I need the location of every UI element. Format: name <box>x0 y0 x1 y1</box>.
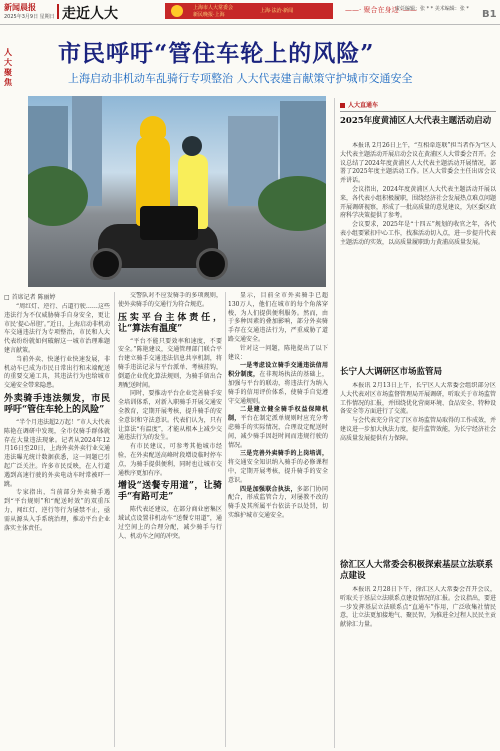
tagline: ——· 聚合在身边 ·—— <box>345 6 417 14</box>
square-icon <box>340 103 345 108</box>
headline: 市民呼吁“管住车轮上的风险” <box>58 40 375 67</box>
article-column-3 <box>228 292 328 749</box>
paragraph: 本报讯 2月28日下午，徐汇区人大常委会召开会议，听取关于基层立法联系点建设情况的汇报。会议指出，要进一步发挥基层立法联系点“直通车”作用，广泛收集社情民意，让立法更加接地气、聚民智，为推进全过程人民民主贡献徐汇力量。 <box>340 586 496 629</box>
bold-lead: 四是加强联合执法， <box>240 485 297 493</box>
side-section-label: 人大聚焦 <box>4 48 12 87</box>
editor-credit: 责任编辑：张 * * 美术编辑：张 * <box>395 6 469 12</box>
banner-line-1: 上海市人大常委会 <box>193 5 234 11</box>
subheading: 增设“送餐专用道”，让骑手“有路可走” <box>118 481 222 503</box>
bold-lead: 二是建立健全骑手权益保障机制， <box>228 406 328 423</box>
emblem-icon <box>171 5 183 17</box>
paper-name: 新闻晨报 <box>4 3 36 12</box>
right-section-label: 人大直通车 <box>348 102 379 109</box>
paragraph: “周红灯、逆行、占道行驶……这些违法行为不仅威胁骑手自身安全，更让市民‘提心吊胆’。”近日，上海启动非机动车交通违法行为专项整治，市民和人大代表纷纷就如何破解这一城市治理难题建言献策。 <box>4 303 110 354</box>
news-title-3: 徐汇区人大常委会积极探索基层立法联系点建设 <box>340 560 494 581</box>
paragraph: 在非现场执法的基础上，加强与平台的联动，将违法行为纳入骑手的信用评价体系，使骑手自觉遵守交通规则。 <box>228 371 328 405</box>
column-divider <box>225 292 226 747</box>
paragraph: 将交通安全知识纳入骑手的必修课程中，定期开展考核，提升骑手的安全意识。 <box>228 459 328 484</box>
paragraph: 当前外卖、快递行业快速发展，非机动车已成为市民日常出行和末端配送的重要交通工具，其违法行为也给城市交通安全带来隐患。 <box>4 355 110 390</box>
paragraph: 与会代表充分肯定了区市场监管局取得的工作成效，并建议进一步加大执法力度，提升监管效能，为长宁经济社会高质量发展提供有力保障。 <box>340 417 496 442</box>
right-section-header <box>340 100 496 112</box>
masthead <box>0 0 500 25</box>
column-divider <box>114 292 115 747</box>
paragraph: 本报讯 2月26日上午，“互相牵连联”担当者作为“区人大代表主题活动开展启动会议在黄浦区人大常委会召开。会议总结了2024年度黄浦区人大代表主题活动开展情况，部署了2025年度主题活动工作。区人大常委会主任出席会议并讲话。 <box>340 142 496 185</box>
paragraph: 陈代表还建议，在部分商业密集区域试点设置非机动车“送餐专用道”，通过空间上的合理分配，减少骑手与行人、机动车之间的冲突。 <box>118 506 222 540</box>
paragraph: “平台不能只要效率和速度，不要安全。”陈艳建议，交通管理部门联合平台建立骑手交通违法信息共享机制，将骑手违法记录与平台派单、考核挂钩，倒逼企业优化算法规则，为骑手留出合理配送时间。 <box>118 337 222 389</box>
article-column-1 <box>4 303 110 749</box>
paragraph: 有市民建议，可参考其他城市经验，在外卖配送高峰时段增设临时停车点，为骑手提供便利，同时也让城市交通秩序更加有序。 <box>118 443 222 477</box>
paragraph: 平台在制定派单规则时应充分考虑骑手的实际情况，合理设定配送时间，减少骑手因赶时间而违规行驶的情况。 <box>228 415 328 449</box>
page-number: B1 <box>482 9 497 20</box>
paragraph: 显示，目前全市外卖骑手已超130万人，他们在城市的每个角落穿梭，为人们提供便利服务。然而，由于多种因素的叠加影响，部分外卖骑手存在交通违法行为，严重威胁了道路交通安全。 <box>228 292 328 343</box>
subheading: 外卖骑手违法频发，市民呼吁“管住车轮上的风险” <box>4 393 110 415</box>
column-divider <box>334 98 335 748</box>
paragraph: 本报讯 2月13日上午，长宁区人大常委会组织部分区人大代表对区市场监督管理局开展调研，听取关于市场监管工作情况的汇报，并围绕优化营商环境、食品安全、特种设备安全等方面进行了交流。 <box>340 382 496 416</box>
paragraph: 同时，要推动平台企业完善骑手安全培训体系，对新入职骑手开展交通安全教育，定期开展考核，提升骑手的安全意识和守法意识。代表们认为，只有让算法“有温度”，才能从根本上减少交通违法行为的发生。 <box>118 390 222 442</box>
paragraph: “半个月违法超2万起！”市人大代表陈艳在调研中发现，全市仅骑手群体就存在大量违法现象。记者从2024年12月16日至20日，上海外卖外卖行业交通违法曝光统计数据获悉，这一问题已引起广泛关注。许多市民反映，在人行道遇到高速行驶的外卖电动车时常被吓一跳。 <box>4 418 110 488</box>
bold-lead: 三是完善外卖骑手的上岗培训， <box>240 450 328 458</box>
paragraph: 多部门协同配合，形成监管合力，对屡教不改的骑手及其所属平台依法予以处罚，切实维护城市交通安全。 <box>228 485 328 519</box>
news-body-1 <box>340 142 496 362</box>
news-body-3 <box>340 586 496 746</box>
paragraph: 专家指出，当前部分外卖骑手遇到“平台规则”和“配送时效”的双重压力，闯红灯、逆行等行为屡禁不止，亟需从源头入手系统治理，推动平台企业落实主体责任。 <box>4 489 110 532</box>
byline: □ 首席记者 陈丽婷 <box>4 294 56 301</box>
subheading: 压实平台主体责任，让“算法有温度” <box>118 312 222 334</box>
issue-date: 2025年3月9日 星期日 <box>4 14 55 20</box>
subheadline: 上海启动非机动车乱骑行专项整治 人大代表建言献策守护城市交通安全 <box>68 72 413 85</box>
news-body-2 <box>340 382 496 552</box>
paragraph: 会议要求，2025年是“十四五”规划的收官之年，各代表小组要紧扣中心工作，找准活动切入点，进一步提升代表主题活动的实效，以高质量履职助力黄浦高质量发展。 <box>340 221 496 246</box>
news-title-1: 2025年度黄浦区人大代表主题活动启动 <box>340 116 492 126</box>
lead-photo <box>28 96 326 287</box>
banner-line-2: 新民晚报·上海 <box>193 12 225 18</box>
paragraph: 会议指出，2024年度黄浦区人大代表主题活动开展以来，各代表小组积极履职，围绕经济社会发展热点难点问题开展调研视察，形成了一批高质量的意见建议，为区委区政府科学决策提供了参考。 <box>340 185 496 220</box>
section-title: 走近人大 <box>62 3 118 23</box>
paragraph: 交警队对不应发骑手的多项规则，使外卖骑手的交通行为符合规范。 <box>118 292 222 308</box>
article-column-2 <box>118 292 222 749</box>
promo-banner <box>165 3 333 19</box>
bold-lead: 一是考虑设立骑手交通违法信用积分制度， <box>228 362 328 379</box>
banner-middle-text: 上海·法治·新闻 <box>260 8 294 14</box>
paragraph: 针对这一问题，陈艳提出了以下建议： <box>228 344 328 361</box>
news-title-2: 长宁人大调研区市场监管局 <box>340 367 443 377</box>
